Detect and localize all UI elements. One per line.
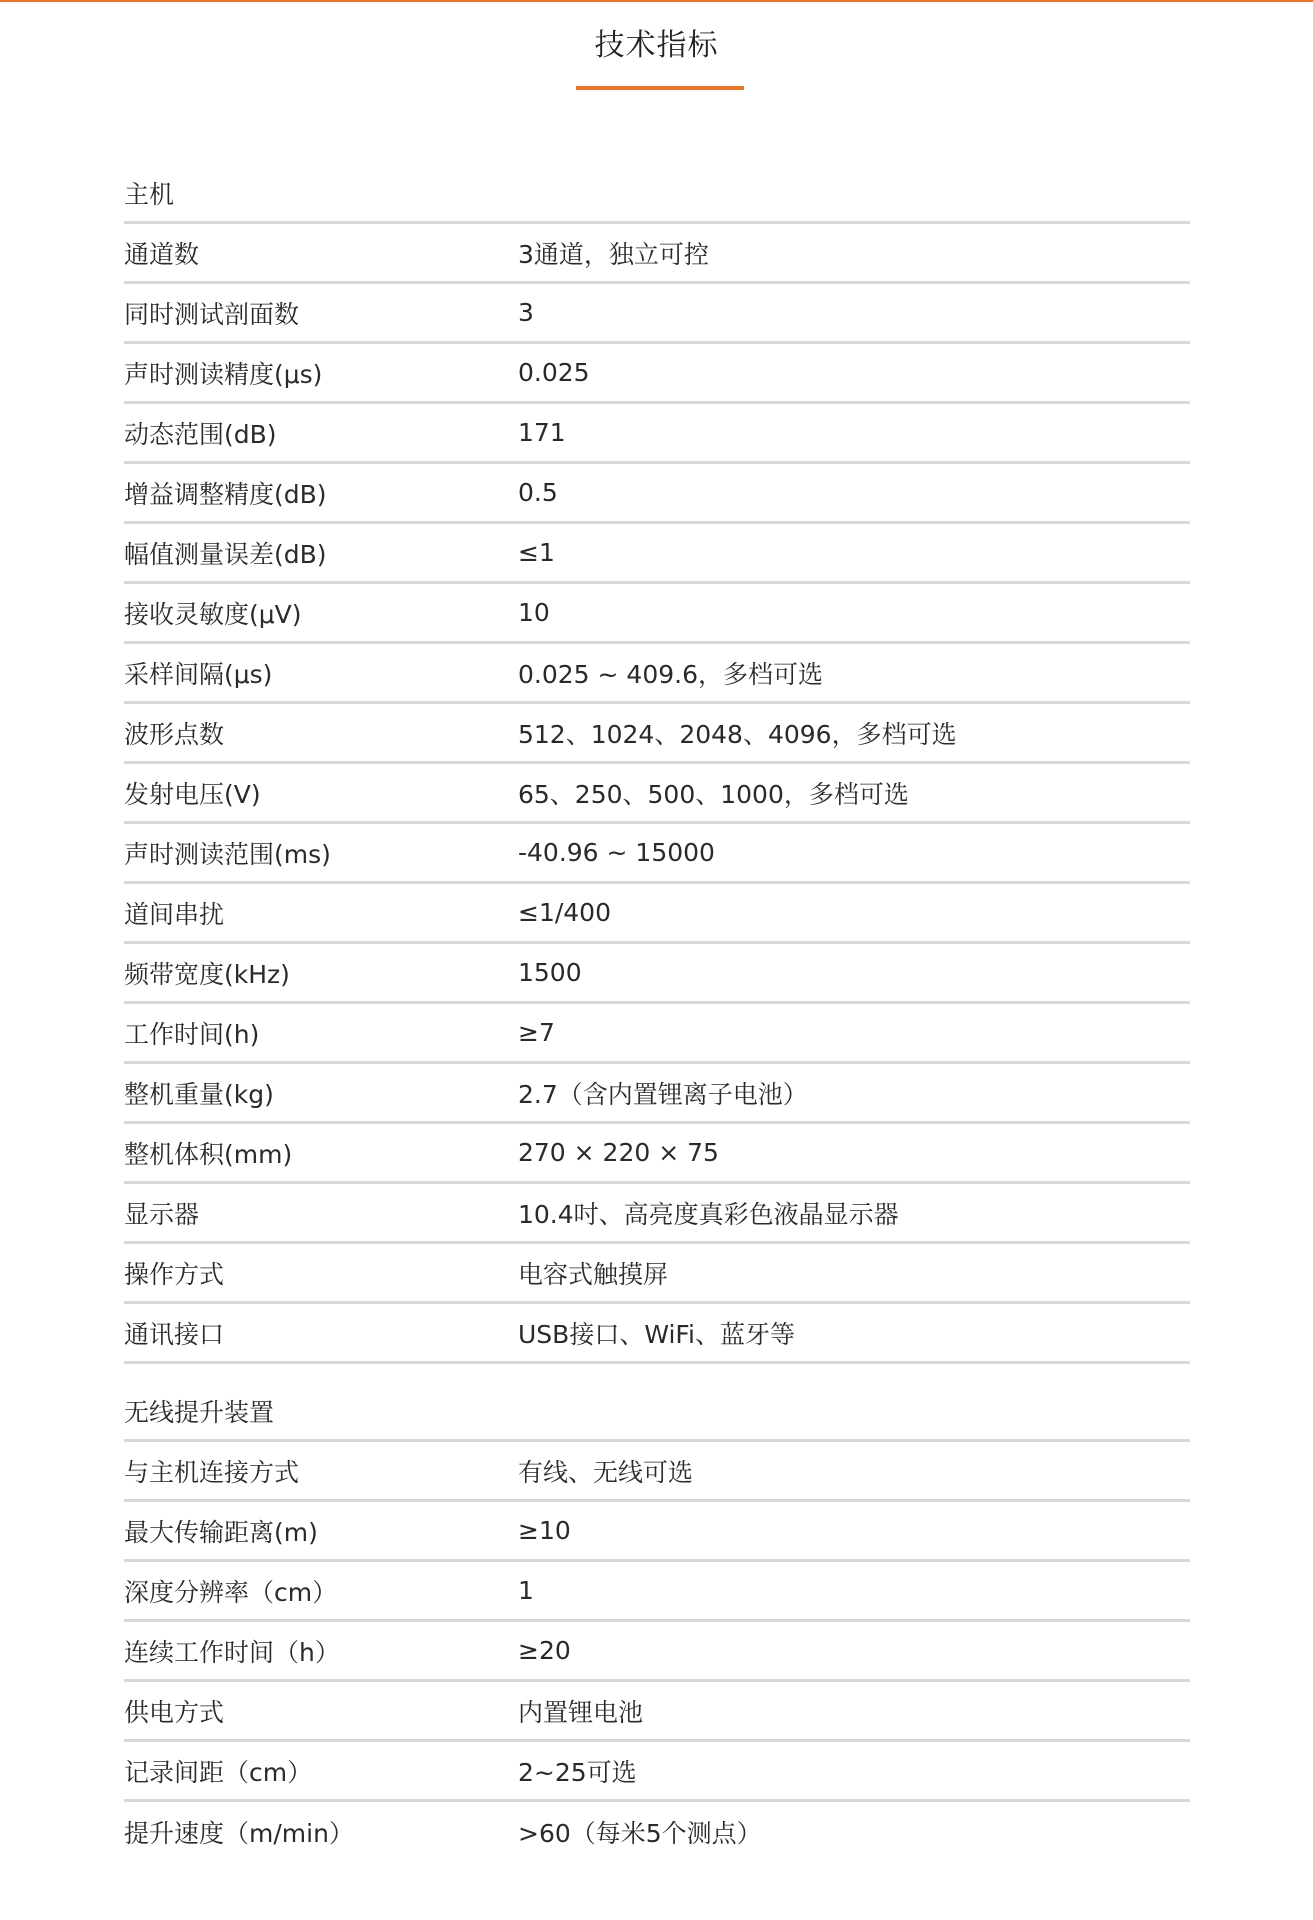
spec-table-wireless-lift	[124, 1384, 1190, 1862]
row-value: 内置锂电池	[518, 1697, 644, 1727]
row-value: 有线、无线可选	[518, 1457, 694, 1487]
row-value: 0.025	[518, 358, 590, 387]
row-label: 发射电压(V)	[124, 779, 261, 809]
row-value: 2.7（含内置锂离子电池）	[518, 1079, 808, 1109]
row-label: 通讯接口	[124, 1319, 225, 1349]
row-label: 声时测读精度(μs)	[124, 359, 323, 389]
row-value: ≥7	[518, 1018, 555, 1047]
table-row	[124, 1124, 1190, 1184]
table-row	[124, 1442, 1190, 1502]
row-value: 2~25可选	[518, 1757, 637, 1787]
row-value: 10.4吋、高亮度真彩色液晶显示器	[518, 1199, 899, 1229]
row-value: ≤1/400	[518, 898, 611, 927]
table-row	[124, 1622, 1190, 1682]
row-label: 同时测试剖面数	[124, 299, 300, 329]
table-row	[124, 1502, 1190, 1562]
table-row	[124, 344, 1190, 404]
row-value: 1500	[518, 958, 582, 987]
row-value: 0.5	[518, 478, 558, 507]
top-accent-line	[0, 0, 1313, 2]
row-label: 采样间隔(μs)	[124, 659, 273, 689]
row-value: ≥20	[518, 1636, 571, 1665]
row-label: 连续工作时间（h）	[124, 1637, 340, 1667]
table-row	[124, 1562, 1190, 1622]
table-row	[124, 224, 1190, 284]
row-label: 接收灵敏度(μV)	[124, 599, 302, 629]
row-label: 与主机连接方式	[124, 1457, 300, 1487]
table-row	[124, 1244, 1190, 1304]
table-row	[124, 644, 1190, 704]
row-label: 幅值测量误差(dB)	[124, 539, 327, 569]
table-row	[124, 584, 1190, 644]
row-label: 增益调整精度(dB)	[124, 479, 327, 509]
row-label: 记录间距（cm）	[124, 1757, 313, 1787]
row-value: 3	[518, 298, 534, 327]
table-row	[124, 524, 1190, 584]
row-value: 65、250、500、1000，多档可选	[518, 779, 909, 809]
row-value: 1	[518, 1576, 534, 1605]
row-label: 道间串扰	[124, 899, 225, 929]
row-label: 整机重量(kg)	[124, 1079, 274, 1109]
spec-table-host	[124, 166, 1190, 1364]
table-row	[124, 1682, 1190, 1742]
table-row	[124, 1064, 1190, 1124]
row-label: 提升速度（m/min）	[124, 1819, 354, 1848]
table-row	[124, 404, 1190, 464]
row-value: 171	[518, 418, 566, 447]
section-heading-host: 主机	[124, 166, 1190, 224]
row-label: 工作时间(h)	[124, 1019, 260, 1049]
table-row	[124, 1004, 1190, 1064]
row-label: 操作方式	[124, 1259, 225, 1289]
table-row	[124, 824, 1190, 884]
row-label: 通道数	[124, 239, 200, 269]
row-label: 波形点数	[124, 719, 225, 749]
table-row	[124, 1802, 1190, 1862]
section-heading-wireless-lift: 无线提升装置	[124, 1384, 1190, 1442]
row-value: 270 × 220 × 75	[518, 1138, 719, 1167]
row-value: 0.025 ~ 409.6，多档可选	[518, 659, 823, 689]
row-label: 声时测读范围(ms)	[124, 839, 331, 869]
row-label: 动态范围(dB)	[124, 419, 277, 449]
row-value: 512、1024、2048、4096，多档可选	[518, 719, 957, 749]
row-value: ≤1	[518, 538, 555, 567]
table-row	[124, 284, 1190, 344]
row-label: 供电方式	[124, 1697, 225, 1727]
table-row	[124, 1742, 1190, 1802]
row-label: 频带宽度(kHz)	[124, 959, 290, 989]
row-value: ≥10	[518, 1516, 571, 1545]
row-label: 显示器	[124, 1199, 200, 1229]
row-value: USB接口、WiFi、蓝牙等	[518, 1319, 795, 1349]
table-row	[124, 884, 1190, 944]
table-row	[124, 464, 1190, 524]
page-title: 技术指标	[594, 28, 719, 63]
row-label: 整机体积(mm)	[124, 1139, 293, 1169]
row-value: 3通道，独立可控	[518, 239, 709, 269]
title-underline	[576, 86, 744, 90]
table-row	[124, 764, 1190, 824]
table-row	[124, 1184, 1190, 1244]
table-row	[124, 1304, 1190, 1364]
row-label: 最大传输距离(m)	[124, 1517, 318, 1547]
table-row	[124, 944, 1190, 1004]
row-value: 电容式触摸屏	[518, 1259, 669, 1289]
row-value: -40.96 ~ 15000	[518, 838, 715, 867]
table-row	[124, 704, 1190, 764]
row-value: 10	[518, 598, 550, 627]
row-value: >60（每米5个测点）	[518, 1819, 762, 1848]
row-label: 深度分辨率（cm）	[124, 1577, 338, 1607]
